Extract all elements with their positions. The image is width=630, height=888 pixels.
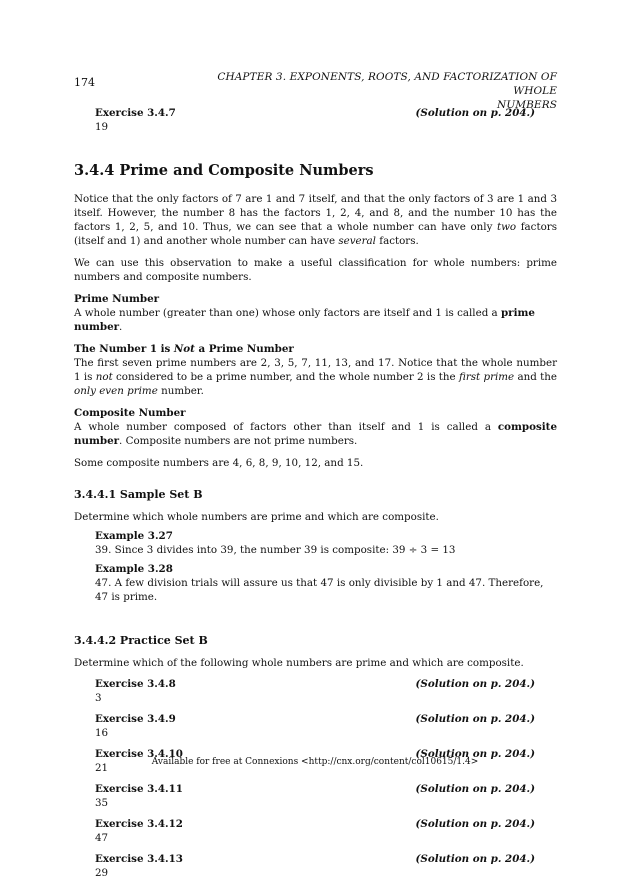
chapter-header-line2: NUMBERS	[497, 99, 557, 111]
example-text: 39. Since 3 divides into 39, the number 39 is composite: 39 ÷ 3 = 13	[95, 544, 456, 556]
note-term: The Number 1 is Not a Prime Number	[74, 343, 294, 355]
example-label: Example 3.27	[95, 530, 173, 542]
solution-link[interactable]: (Solution on p. 204.)	[415, 818, 535, 830]
exercise-answer: 21	[95, 762, 109, 774]
note-text: The first seven prime numbers are 2, 3, 5, 7, 11, 13, and 17. Notice that the whole number 1 is not considered to be a prime number, and the whole number 2 is the first prime and the only even prime number.	[74, 357, 557, 397]
exercise-3-4-7	[95, 106, 535, 134]
solution-link[interactable]: (Solution on p. 204.)	[415, 107, 535, 119]
subsection-title: 3.4.4.1 Sample Set B	[74, 488, 203, 501]
page-footer: Available for free at Connexions <http://cnx.org/content/col10615/1.4>	[151, 757, 479, 767]
example-label: Example 3.28	[95, 563, 173, 575]
exercise-answer: 29	[95, 867, 109, 879]
intro-paragraph: Notice that the only factors of 7 are 1 and 7 itself, and that the only factors of 3 are 1 and 3 itself. However, the number 8 has the factors 1, 2, 4, and 8, and the number 10 has the factors 1, 2, 5, and 10. Thus, we can see that a whole number can have only two factors (itself and 1) and another whole number can have several factors.	[74, 193, 557, 247]
exercise-answer: 3	[95, 692, 102, 704]
subsection-title: 3.4.4.2 Practice Set B	[74, 634, 208, 647]
exercise-label: Exercise 3.4.9	[95, 713, 176, 725]
example-3-27	[95, 529, 557, 557]
chapter-header-line1: CHAPTER 3. EXPONENTS, ROOTS, AND FACTORIZATION OF WHOLE	[217, 71, 557, 97]
definition-term: Composite Number	[74, 407, 186, 419]
exercise-label: Exercise 3.4.7	[95, 107, 176, 119]
exercise-label: Exercise 3.4.10	[95, 748, 183, 760]
exercise-label: Exercise 3.4.11	[95, 783, 183, 795]
definition-text: A whole number composed of factors other than itself and 1 is called a composite number. Composite numbers are not prime numbers.	[74, 421, 557, 447]
section-title: 3.4.4 Prime and Composite Numbers	[74, 162, 374, 179]
exercise-label: Exercise 3.4.13	[95, 853, 183, 865]
observation-paragraph: We can use this observation to make a useful classification for whole numbers: prime numbers and composite numbers.	[74, 257, 557, 283]
sample-set-b	[74, 488, 557, 604]
instruction: Determine which of the following whole numbers are prime and which are composite.	[74, 657, 524, 669]
solution-link[interactable]: (Solution on p. 204.)	[415, 748, 535, 760]
prime-number-definition	[74, 292, 557, 334]
composite-examples: Some composite numbers are 4, 6, 8, 9, 10, 12, and 15.	[74, 457, 364, 469]
exercise-answer: 47	[95, 832, 109, 844]
page-number: 174	[74, 76, 95, 89]
solution-link[interactable]: (Solution on p. 204.)	[415, 853, 535, 865]
exercise-answer: 35	[95, 797, 109, 809]
number-one-note	[74, 342, 557, 398]
exercise-answer: 16	[95, 727, 109, 739]
exercise-3-4-9	[95, 712, 535, 740]
exercise-label: Exercise 3.4.8	[95, 678, 176, 690]
exercise-3-4-12	[95, 817, 535, 845]
exercise-3-4-13	[95, 852, 535, 880]
solution-link[interactable]: (Solution on p. 204.)	[415, 713, 535, 725]
solution-link[interactable]: (Solution on p. 204.)	[415, 783, 535, 795]
exercise-answer: 19	[95, 121, 109, 133]
instruction: Determine which whole numbers are prime and which are composite.	[74, 511, 439, 523]
definition-text: A whole number (greater than one) whose only factors are itself and 1 is called a prime number.	[74, 307, 535, 333]
exercise-label: Exercise 3.4.12	[95, 818, 183, 830]
composite-number-definition	[74, 406, 557, 448]
solution-link[interactable]: (Solution on p. 204.)	[415, 678, 535, 690]
exercise-3-4-11	[95, 782, 535, 810]
page-content	[74, 106, 557, 888]
example-text: 47. A few division trials will assure us that 47 is only divisible by 1 and 47. Therefore, 47 is prime.	[95, 577, 544, 603]
example-3-28	[95, 562, 557, 604]
exercise-3-4-8	[95, 677, 535, 705]
definition-term: Prime Number	[74, 293, 160, 305]
